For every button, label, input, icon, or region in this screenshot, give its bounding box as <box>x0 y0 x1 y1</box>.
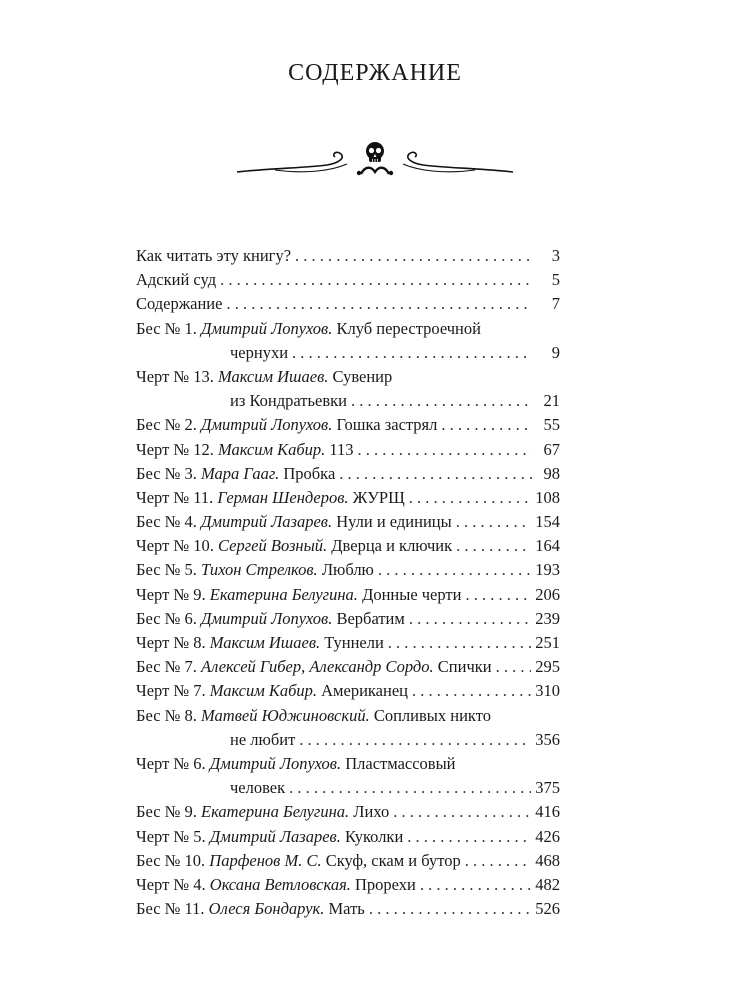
toc-entry-number: Черт № 11. <box>136 487 218 507</box>
toc-entry-work: Американец <box>317 681 408 701</box>
toc-entry-continuation <box>136 341 560 365</box>
toc-entry-number: Черт № 12. <box>136 439 219 459</box>
toc-entry[interactable] <box>136 825 560 849</box>
toc-entry-title <box>136 510 452 534</box>
toc-page-number: 482 <box>535 874 560 894</box>
toc-page-number: 21 <box>543 391 560 411</box>
toc-entry-work-cont: человек <box>230 778 286 798</box>
toc-entry-title <box>136 317 481 341</box>
toc-entry-title <box>136 655 492 679</box>
toc-entry[interactable] <box>136 317 560 341</box>
toc-leader-dots <box>412 679 531 703</box>
toc-entry-title <box>136 462 335 486</box>
toc-entry-number: Черт № 7. <box>136 681 210 701</box>
toc-entry-work: Скуф, скам и бутор <box>321 850 461 870</box>
toc-leader-dots <box>407 825 531 849</box>
toc-entry-title <box>136 679 408 703</box>
toc-entry-title <box>136 583 461 607</box>
toc-entry-title <box>136 607 405 631</box>
toc-entry-number: Адский суд <box>136 270 217 290</box>
toc-entry-work: Спички <box>433 657 492 677</box>
toc-entry-work: Нули и единицы <box>332 512 452 532</box>
toc-entry-number: Бес № 6. <box>136 608 202 628</box>
toc-leader-dots <box>393 800 531 824</box>
toc-leader-dots <box>369 897 531 921</box>
toc-entry[interactable] <box>136 244 560 268</box>
toc-entry[interactable] <box>136 704 560 728</box>
toc-entry-number: Бес № 1. <box>136 318 202 338</box>
toc-entry-author: Дмитрий Лопухов. <box>201 608 333 628</box>
toc-entry-work: Люблю <box>317 560 374 580</box>
toc-entry-number: Черт № 6. <box>136 753 210 773</box>
toc-entry-title <box>136 849 461 873</box>
toc-entry-work: 113 <box>325 439 354 459</box>
toc-entry-title <box>136 704 491 728</box>
toc-entry-work-cont: из Кондратьевки <box>230 391 347 411</box>
toc-entry-continuation <box>136 776 560 800</box>
toc-leader-dots <box>456 510 532 534</box>
page-title: СОДЕРЖАНИЕ <box>288 60 462 86</box>
toc-entry[interactable] <box>136 583 560 607</box>
toc-entry-work: Сопливых никто <box>369 705 491 725</box>
toc-entry-number: Черт № 9. <box>136 584 210 604</box>
toc-entry[interactable] <box>136 510 560 534</box>
toc-entry-author: Максим Ишаев. <box>218 366 329 386</box>
toc-page-number: 154 <box>535 512 560 532</box>
toc-page-number: 9 <box>551 342 560 362</box>
skull-flourish-ornament-icon <box>235 138 515 188</box>
toc-page-number: 164 <box>535 536 560 556</box>
toc-entry-work: Клуб перестроечной <box>332 318 481 338</box>
toc-entry-title <box>136 365 392 389</box>
toc-page-number: 251 <box>535 633 560 652</box>
toc-entry-title <box>136 292 222 316</box>
toc-entry-author: Тихон Стрелков. <box>201 560 318 580</box>
toc-leader-dots <box>409 607 531 631</box>
toc-entry[interactable] <box>136 897 560 921</box>
toc-entry[interactable] <box>136 849 560 873</box>
toc-page-number: 295 <box>535 657 560 677</box>
toc-leader-dots <box>339 462 532 486</box>
toc-entry-work: Гошка застрял <box>332 415 438 435</box>
toc-leader-dots <box>351 389 532 413</box>
toc-entry-number: Бес № 11. <box>136 899 209 919</box>
toc-entry-number: Бес № 7. <box>136 657 202 677</box>
toc-entry-title <box>136 486 405 510</box>
toc-entry-title <box>136 413 437 437</box>
toc-page-number: 526 <box>535 899 560 919</box>
toc-page-number: 206 <box>535 584 560 604</box>
toc-entry-work: ЖУРЩ <box>348 487 405 507</box>
toc-entry-title <box>136 558 374 582</box>
toc-entry-title <box>136 244 291 268</box>
toc-entry[interactable] <box>136 365 560 389</box>
toc-entry-work: Вербатим <box>332 608 405 628</box>
toc-entry-author: Максим Кабир. <box>209 681 318 701</box>
toc-entry-work: Туннели <box>320 633 384 652</box>
toc-entry-number: Бес № 5. <box>136 560 202 580</box>
toc-leader-dots <box>465 583 531 607</box>
table-of-contents <box>136 244 560 921</box>
toc-entry-author: Екатерина Белугина. <box>209 584 358 604</box>
toc-page-number: 5 <box>551 270 560 290</box>
toc-entry-work: Куколки <box>340 826 404 846</box>
toc-entry-number: Бес № 8. <box>136 705 202 725</box>
toc-entry-work-cont: чернухи <box>230 342 289 362</box>
toc-leader-dots <box>299 728 531 752</box>
toc-entry-work: Донные черти <box>357 584 462 604</box>
toc-entry[interactable] <box>136 679 560 703</box>
toc-entry-author: Максим Кабир. <box>218 439 326 459</box>
toc-entry-work: Пластмассовый <box>341 753 456 773</box>
toc-leader-dots <box>358 438 532 462</box>
toc-entry-title <box>136 438 354 462</box>
toc-page-number: 426 <box>535 826 560 846</box>
toc-entry-title <box>136 752 456 776</box>
toc-entry-continuation <box>136 728 560 752</box>
toc-entry[interactable] <box>136 462 560 486</box>
toc-entry[interactable] <box>136 268 560 292</box>
toc-page-number: 55 <box>543 415 560 435</box>
toc-entry-number: Черт № 13. <box>136 366 219 386</box>
toc-entry-number: Бес № 10. <box>136 850 210 870</box>
toc-page-number: 375 <box>535 778 560 798</box>
toc-entry-work: Мать <box>324 899 365 919</box>
toc-entry-author: Алексей Гибер, Александр Сордо. <box>201 657 434 677</box>
toc-page-number: 108 <box>535 487 560 507</box>
toc-entry-number: Как читать эту книгу? <box>136 246 292 265</box>
toc-entry-number: Бес № 4. <box>136 512 202 532</box>
toc-entry-author: Герман Шендеров. <box>217 487 349 507</box>
toc-leader-dots <box>289 776 531 800</box>
toc-entry[interactable] <box>136 800 560 824</box>
toc-page-number: 468 <box>535 850 560 870</box>
toc-entry-author: Парфенов М. С. <box>209 850 322 870</box>
toc-entry-author: Дмитрий Лопухов. <box>201 318 333 338</box>
toc-entry-number: Бес № 2. <box>136 415 202 435</box>
toc-entry-number: Бес № 9. <box>136 802 202 822</box>
toc-entry-work: Сувенир <box>328 366 393 386</box>
toc-leader-dots <box>409 486 532 510</box>
toc-entry-author: Дмитрий Лазарев. <box>209 826 341 846</box>
toc-leader-dots <box>295 244 532 268</box>
toc-entry[interactable] <box>136 486 560 510</box>
toc-entry[interactable] <box>136 438 560 462</box>
toc-entry[interactable] <box>136 873 560 897</box>
toc-entry-title <box>136 534 452 558</box>
toc-entry-number: Бес № 3. <box>136 463 202 483</box>
toc-entry-author: Екатерина Белугина. <box>201 802 350 822</box>
toc-entry-work: Лихо <box>349 802 390 822</box>
toc-entry[interactable] <box>136 413 560 437</box>
toc-page-number: 7 <box>551 294 560 314</box>
toc-page-number: 239 <box>535 608 560 628</box>
toc-leader-dots <box>456 534 531 558</box>
toc-page-number: 3 <box>551 246 560 265</box>
toc-entry-title <box>136 268 216 292</box>
toc-entry-number: Черт № 5. <box>136 826 210 846</box>
toc-leader-dots <box>496 655 532 679</box>
toc-entry-title <box>136 897 365 921</box>
toc-page-number: 416 <box>535 802 560 822</box>
toc-entry-continuation <box>136 389 560 413</box>
toc-entry-work: Пробка <box>279 463 336 483</box>
toc-entry[interactable] <box>136 631 560 655</box>
toc-entry-author: Матвей Юджиновский. <box>201 705 370 725</box>
toc-entry[interactable] <box>136 752 560 776</box>
toc-entry-author: Дмитрий Лазарев. <box>201 512 333 532</box>
toc-entry[interactable] <box>136 534 560 558</box>
toc-entry-number: Черт № 10. <box>136 536 219 556</box>
toc-page-number: 310 <box>535 681 560 701</box>
toc-entry[interactable] <box>136 558 560 582</box>
toc-page-number: 67 <box>543 439 560 459</box>
toc-leader-dots <box>292 341 532 365</box>
toc-entry-author: Сергей Возный. <box>218 536 328 556</box>
toc-entry-author: Оксана Ветловская. <box>209 874 351 894</box>
toc-entry-title <box>136 631 384 655</box>
toc-page-number: 98 <box>543 463 560 483</box>
toc-entry-work: Прорехи <box>350 874 416 894</box>
toc-entry-author: Олеся Бондарук. <box>208 899 325 919</box>
toc-leader-dots <box>388 631 531 655</box>
toc-entry-title <box>136 873 416 897</box>
toc-entry-work-cont: не любит <box>230 729 296 749</box>
toc-leader-dots <box>465 849 532 873</box>
toc-leader-dots <box>420 873 531 897</box>
toc-entry-author: Дмитрий Лопухов. <box>201 415 333 435</box>
toc-entry-number: Содержание <box>136 294 223 314</box>
toc-entry[interactable] <box>136 607 560 631</box>
toc-entry[interactable] <box>136 292 560 316</box>
toc-entry-title <box>136 800 389 824</box>
toc-entry-number: Черт № 4. <box>136 874 210 894</box>
toc-leader-dots <box>441 413 532 437</box>
toc-entry-number: Черт № 8. <box>136 633 210 652</box>
toc-entry-author: Максим Ишаев. <box>209 633 321 652</box>
toc-leader-dots <box>226 292 532 316</box>
toc-entry-author: Мара Гааг. <box>201 463 280 483</box>
toc-entry[interactable] <box>136 655 560 679</box>
toc-leader-dots <box>378 558 531 582</box>
toc-leader-dots <box>220 268 532 292</box>
toc-entry-work: Дверца и ключик <box>327 536 453 556</box>
toc-entry-author: Дмитрий Лопухов. <box>209 753 342 773</box>
toc-page-number: 356 <box>535 729 560 749</box>
toc-entry-title <box>136 825 403 849</box>
toc-page-number: 193 <box>535 560 560 580</box>
